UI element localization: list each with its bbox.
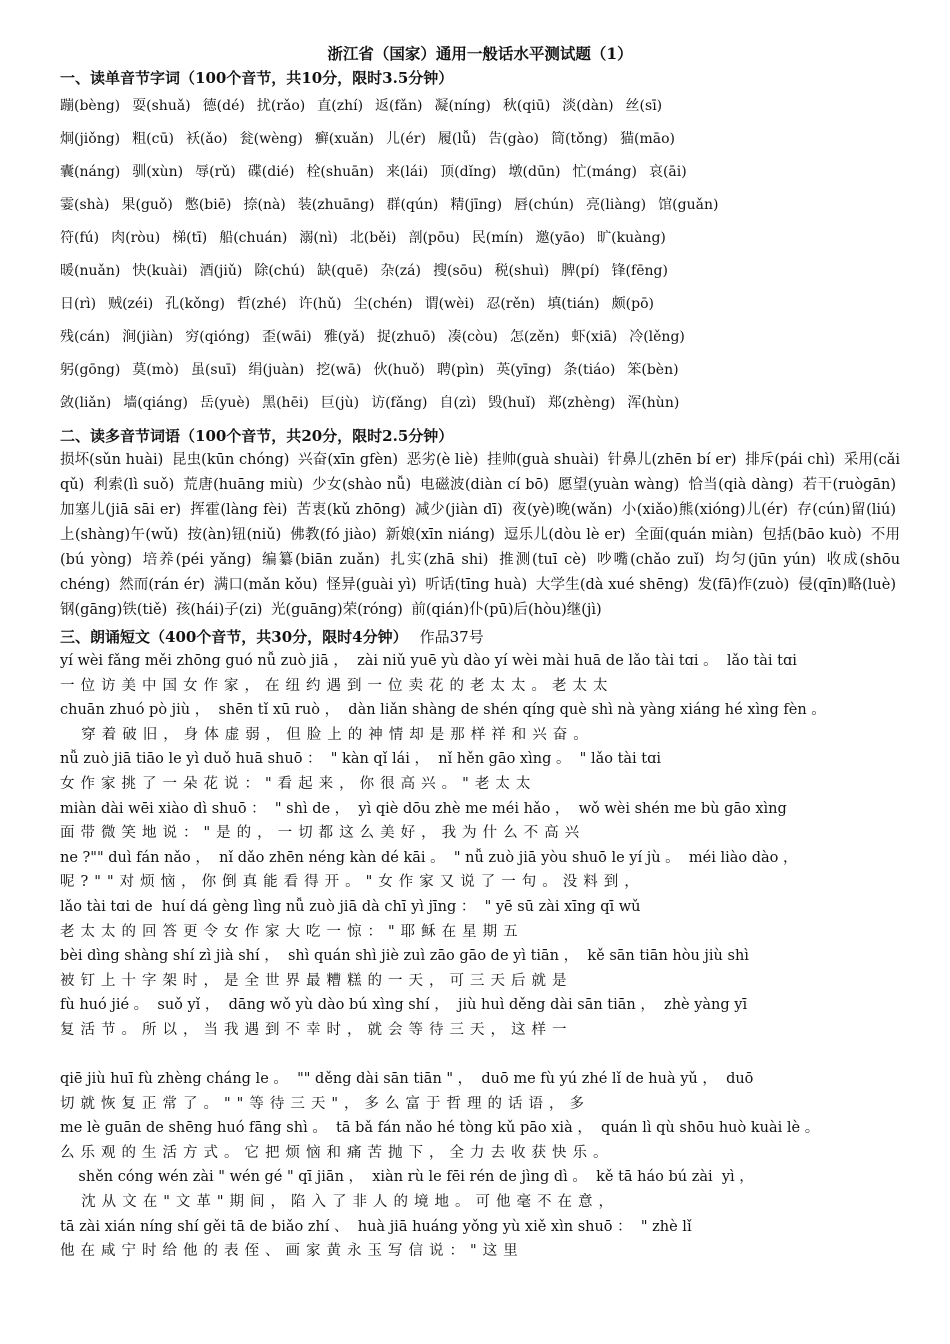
char-item: 梯(tī) xyxy=(172,230,208,246)
char-item: 唇(chún) xyxy=(514,197,574,213)
char-item: 快(kuài) xyxy=(132,263,188,279)
word-item: 上(shàng)午(wǔ) xyxy=(60,527,179,543)
chinese-line: 老太太的回答更令女作家大吃一惊："耶稣在星期五 xyxy=(60,923,524,940)
pinyin-line: qiē jiù huī fù zhèng cháng le 。 "" děng dài sān tiān " ， duō me fù yú zhé lǐ de huà yǔ ， duō xyxy=(60,1071,754,1088)
char-row xyxy=(60,156,900,189)
char-item: 顶(dǐng) xyxy=(440,164,497,180)
pinyin-line: yí wèi fǎng měi zhōng guó nǚ zuò jiā ， zài niǔ yuē yù dào yí wèi mài huā de lǎo tài tɑi 。 lǎo tài tɑi xyxy=(60,653,797,669)
char-item: 虾(xiā) xyxy=(571,329,618,345)
char-item: 歪(wāi) xyxy=(262,329,312,345)
char-item: 缺(quē) xyxy=(317,263,369,279)
char-item: 憋(biē) xyxy=(184,197,232,213)
char-item: 瓮(wèng) xyxy=(239,131,303,147)
char-item: 德(dé) xyxy=(202,98,245,114)
pinyin-line: tā zài xián níng shí gěi tā de biǎo zhí 、 huà jiā huáng yǒng yù xiě xìn shuō ： " zhè lǐ xyxy=(60,1218,692,1235)
char-item: 笨(bèn) xyxy=(627,362,679,378)
char-item: 浑(hùn) xyxy=(627,395,680,411)
char-row xyxy=(60,90,900,123)
char-item: 馆(guǎn) xyxy=(658,197,719,213)
word-item: 然而(rán ér) xyxy=(119,577,205,593)
char-item: 访(fǎng) xyxy=(371,395,428,411)
chinese-line: 女作家挑了一朵花说："看起来，你很高兴。"老太太 xyxy=(60,775,537,792)
pinyin-line: lǎo tài tɑi de huí dá gèng lìng nǚ zuò jiā dà chī yì jīng ： " yē sū zài xīng qī wǔ xyxy=(60,898,641,915)
word-item: 包括(bāo kuò) xyxy=(762,527,862,543)
char-item: 儿(ér) xyxy=(386,131,426,147)
word-item: 全面(quán miàn) xyxy=(634,527,754,543)
char-item: 怎(zěn) xyxy=(509,329,560,345)
chinese-line: 呢?""对烦恼，你倒真能看得开。"女作家又说了一句。没料到， xyxy=(60,874,645,891)
char-item: 涧(jiàn) xyxy=(122,329,174,345)
char-item: 剖(pōu) xyxy=(408,230,460,246)
char-item: 孔(kǒng) xyxy=(165,296,225,312)
word-item: 推测(tuī cè) xyxy=(499,552,587,568)
char-item: 锋(fēng) xyxy=(611,263,668,279)
char-item: 耍(shuǎ) xyxy=(132,98,191,114)
section3-note: 作品37号 xyxy=(419,628,484,646)
pinyin-line: shěn cóng wén zài " wén gé " qī jiān ， xiàn rù le fēi rén de jìng dì 。 kě tā háo bú zài yì ， xyxy=(60,1169,754,1186)
word-item: 光(guāng)荣(róng) xyxy=(270,602,403,618)
char-item: 蹦(bèng) xyxy=(60,98,121,114)
char-item: 绢(juàn) xyxy=(248,362,305,378)
word-item: 满口(mǎn kǒu) xyxy=(213,577,318,593)
word-item: 恶劣(è liè) xyxy=(406,452,479,468)
char-item: 辱(rǔ) xyxy=(195,164,236,180)
word-item: 吵嘴(chǎo zuǐ) xyxy=(597,552,705,568)
char-item: 北(běi) xyxy=(349,230,397,246)
chinese-line: 么乐观的生活方式。它把烦恼和痛苦抛下，全力去收获快乐。 xyxy=(60,1144,614,1161)
char-item: 肉(ròu) xyxy=(111,230,161,246)
char-item: 返(fǎn) xyxy=(375,98,423,114)
char-row xyxy=(60,354,900,387)
section1-grid xyxy=(60,90,900,420)
char-item: 贼(zéi) xyxy=(108,296,154,312)
char-item: 杂(zá) xyxy=(380,263,421,279)
char-item: 巨(jù) xyxy=(320,395,360,411)
word-item: 听话(tīng huà) xyxy=(425,577,528,593)
pinyin-line: chuān zhuó pò jiù ， shēn tǐ xū ruò ， dàn liǎn shàng de shén qíng què shì nà yàng xiáng hé xìng fèn 。 xyxy=(60,702,826,719)
word-item: 荒唐(huāng miù) xyxy=(183,477,304,493)
char-item: 莫(mò) xyxy=(132,362,179,378)
char-item: 忙(máng) xyxy=(572,164,637,180)
char-item: 囊(náng) xyxy=(60,164,121,180)
char-item: 旷(kuàng) xyxy=(597,230,666,246)
char-item: 来(lái) xyxy=(385,164,429,180)
pinyin-line: miàn dài wēi xiào dì shuō ： " shì de ， yì qiè dōu zhè me méi hǎo ， wǒ wèi shén me bù gāo xìng xyxy=(60,800,787,817)
char-item: 炯(jiǒng) xyxy=(60,131,121,147)
char-item: 驯(xùn) xyxy=(132,164,184,180)
char-item: 伙(huǒ) xyxy=(373,362,425,378)
word-item: 兴奋(xīn gfèn) xyxy=(298,452,399,468)
char-item: 凝(níng) xyxy=(434,98,491,114)
char-item: 穷(qióng) xyxy=(185,329,251,345)
char-item: 挖(wā) xyxy=(316,362,362,378)
document-page xyxy=(60,42,900,1264)
char-item: 猫(māo) xyxy=(619,131,675,147)
pinyin-line: nǚ zuò jiā tiāo le yì duǒ huā shuō ： " kàn qǐ lái ， nǐ hěn gāo xìng 。 " lǎo tài tɑi xyxy=(60,751,662,768)
char-item: 岳(yuè) xyxy=(199,395,251,411)
char-item: 郑(zhèng) xyxy=(547,395,616,411)
word-item: 挂帅(guà shuài) xyxy=(487,452,599,468)
char-item: 捺(nà) xyxy=(243,197,286,213)
char-item: 癣(xuǎn) xyxy=(314,131,375,147)
word-item: 损坏(sǔn huài) xyxy=(60,452,164,468)
char-item: 溺(nì) xyxy=(299,230,338,246)
word-item: 侵(qīn)略(luè) xyxy=(798,577,897,593)
word-item: 针鼻儿(zhēn bí er) xyxy=(607,452,737,468)
section1-heading: 一、读单音节字词（100个音节，共10分，限时3.5分钟） xyxy=(60,69,454,87)
char-item: 淡(dàn) xyxy=(562,98,614,114)
chinese-line: 穿着破旧，身体虚弱，但脸上的神情却是那样祥和兴奋。 xyxy=(60,726,594,743)
char-row xyxy=(60,222,900,255)
word-item: 若干(ruògān) xyxy=(802,477,897,493)
chinese-line: 沈从文在"文革"期间，陷入了非人的境地。可他毫不在意， xyxy=(60,1194,620,1211)
word-item: 挥霍(làng fèi) xyxy=(190,502,288,518)
char-item: 搜(sōu) xyxy=(433,263,483,279)
chinese-line: 被钉上十字架时，是全世界最糟糕的一天，可三天后就是 xyxy=(60,972,573,989)
char-item: 尘(chén) xyxy=(353,296,413,312)
word-item: 小(xiǎo)熊(xióng)儿(ér) xyxy=(621,502,788,518)
word-item: 钢(gāng)铁(tiě) xyxy=(60,602,168,618)
chinese-line: 一位访美中国女作家，在纽约遇到一位卖花的老太太。老太太 xyxy=(60,677,614,694)
char-item: 墩(dūn) xyxy=(508,164,561,180)
char-item: 虽(suī) xyxy=(190,362,237,378)
char-item: 税(shuì) xyxy=(494,263,550,279)
section3-title: 三、朗诵短文（400个音节，共30分，限时4分钟） xyxy=(60,628,408,646)
char-item: 颇(pō) xyxy=(611,296,654,312)
word-item: 按(àn)钮(niǔ) xyxy=(187,527,282,543)
word-item: 不用(bú yòng) xyxy=(60,527,901,568)
char-item: 民(mín) xyxy=(471,230,524,246)
word-item: 佛教(fó jiào) xyxy=(290,527,377,543)
char-item: 果(guǒ) xyxy=(121,197,173,213)
word-item: 怪异(guài yì) xyxy=(326,577,417,593)
blank-line xyxy=(60,1043,900,1068)
section2-heading: 二、读多音节词语（100个音节，共20分，限时2.5分钟） xyxy=(60,427,454,445)
char-item: 填(tián) xyxy=(547,296,600,312)
char-row xyxy=(60,123,900,156)
char-row xyxy=(60,387,900,420)
char-item: 秋(qiū) xyxy=(502,98,551,114)
word-item: 昆虫(kūn chóng) xyxy=(171,452,290,468)
char-item: 群(qún) xyxy=(386,197,439,213)
char-item: 丝(sī) xyxy=(625,98,663,114)
char-item: 栓(shuān) xyxy=(306,164,374,180)
char-item: 履(lǚ) xyxy=(437,131,477,147)
char-item: 毁(huǐ) xyxy=(488,395,536,411)
word-item: 存(cún)留(liú) xyxy=(797,502,897,518)
char-item: 捉(zhuō) xyxy=(376,329,436,345)
char-item: 敛(liǎn) xyxy=(60,395,112,411)
char-item: 酒(jiǔ) xyxy=(199,263,243,279)
char-item: 残(cán) xyxy=(60,329,111,345)
char-item: 直(zhí) xyxy=(317,98,364,114)
page-title: 浙江省（国家）通用一般话水平测试题（1） xyxy=(327,44,633,63)
char-item: 袄(ǎo) xyxy=(185,131,228,147)
word-item: 均匀(jūn yún) xyxy=(715,552,816,568)
char-item: 暖(nuǎn) xyxy=(60,263,121,279)
char-row xyxy=(60,288,900,321)
char-item: 邀(yāo) xyxy=(535,230,586,246)
char-item: 雅(yǎ) xyxy=(323,329,365,345)
section2-words xyxy=(60,448,900,623)
char-item: 脾(pí) xyxy=(561,263,600,279)
word-item: 新娘(xīn niáng) xyxy=(385,527,495,543)
char-item: 符(fú) xyxy=(60,230,100,246)
chinese-line: 切就恢复正常了。""等待三天"，多么富于哲理的话语，多 xyxy=(60,1095,591,1112)
pinyin-line: me lè guān de shēng huó fāng shì 。 tā bǎ fán nǎo hé tòng kǔ pāo xià ， quán lì qù shōu huò kuài lè 。 xyxy=(60,1120,820,1137)
char-item: 霎(shà) xyxy=(60,197,110,213)
word-item: 利索(lì suǒ) xyxy=(93,477,175,493)
char-item: 凑(còu) xyxy=(447,329,498,345)
char-item: 冷(lěng) xyxy=(629,329,685,345)
word-item: 减少(jiàn dī) xyxy=(414,502,503,518)
char-item: 亮(liàng) xyxy=(585,197,647,213)
word-item: 发(fā)作(zuò) xyxy=(697,577,790,593)
char-item: 谓(wèi) xyxy=(424,296,475,312)
word-item: 扎实(zhā shi) xyxy=(390,552,489,568)
char-item: 哀(āi) xyxy=(648,164,687,180)
char-row xyxy=(60,321,900,354)
pinyin-line: ne ?"" duì fán nǎo ， nǐ dǎo zhēn néng kàn dé kāi 。 " nǚ zuò jiā yòu shuō le yí jù 。 méi liào dào ， xyxy=(60,849,798,866)
char-item: 扰(rǎo) xyxy=(256,98,306,114)
char-item: 条(tiáo) xyxy=(563,362,616,378)
chinese-line: 面带微笑地说："是的，一切都这么美好，我为什么不高兴 xyxy=(60,825,586,842)
pinyin-line: fù huó jié 。 suǒ yǐ ， dāng wǒ yù dào bú xìng shí ， jiù huì děng dài sān tiān ， zhè yàng yī xyxy=(60,997,748,1014)
word-item: 逗乐儿(dòu lè er) xyxy=(503,527,626,543)
char-item: 精(jīng) xyxy=(450,197,503,213)
section3-heading xyxy=(60,625,900,649)
char-item: 墙(qiáng) xyxy=(123,395,188,411)
char-item: 许(hǔ) xyxy=(298,296,342,312)
char-item: 日(rì) xyxy=(60,296,97,312)
word-item: 孩(hái)子(zi) xyxy=(175,602,263,618)
char-item: 哲(zhé) xyxy=(236,296,287,312)
word-item: 收成(shōu chéng) xyxy=(60,552,901,593)
word-item: 排斥(pái chì) xyxy=(745,452,836,468)
word-item: 少女(shào nǚ) xyxy=(312,477,412,493)
word-item: 采用(cǎi qǔ) xyxy=(60,452,901,493)
char-item: 自(zì) xyxy=(439,395,477,411)
char-row xyxy=(60,255,900,288)
char-item: 船(chuán) xyxy=(219,230,288,246)
char-item: 告(gào) xyxy=(488,131,540,147)
char-item: 聘(pìn) xyxy=(436,362,485,378)
word-item: 恰当(qià dàng) xyxy=(688,477,794,493)
char-item: 装(zhuāng) xyxy=(297,197,375,213)
word-item: 大学生(dà xué shēng) xyxy=(535,577,689,593)
passage xyxy=(60,649,900,1264)
chinese-line: 复活节。所以，当我遇到不幸时，就会等待三天，这样一 xyxy=(60,1021,573,1038)
char-item: 除(chú) xyxy=(254,263,306,279)
char-item: 粗(cū) xyxy=(132,131,174,147)
word-item: 前(qián)仆(pū)后(hòu)继(jì) xyxy=(411,602,602,618)
char-row xyxy=(60,189,900,222)
word-item: 苦衷(kǔ zhōng) xyxy=(296,502,406,518)
char-item: 英(yīng) xyxy=(496,362,552,378)
char-item: 筒(tǒng) xyxy=(551,131,608,147)
char-item: 躬(gōng) xyxy=(60,362,121,378)
word-item: 加塞儿(jiā sāi er) xyxy=(60,502,182,518)
char-item: 碟(dié) xyxy=(247,164,295,180)
pinyin-line: bèi dìng shàng shí zì jià shí ， shì quán shì jiè zuì zāo gāo de yì tiān ， kě sān tiān hòu jiù shì xyxy=(60,948,749,965)
word-item: 夜(yè)晚(wǎn) xyxy=(511,502,613,518)
chinese-line: 他在咸宁时给他的表侄、画家黄永玉写信说："这里 xyxy=(60,1243,524,1260)
word-item: 电磁波(diàn cí bō) xyxy=(420,477,549,493)
word-item: 编纂(biān zuǎn) xyxy=(262,552,380,568)
word-item: 愿望(yuàn wàng) xyxy=(557,477,680,493)
char-item: 忍(rěn) xyxy=(486,296,536,312)
word-item: 培养(péi yǎng) xyxy=(142,552,252,568)
char-item: 黑(hēi) xyxy=(262,395,309,411)
